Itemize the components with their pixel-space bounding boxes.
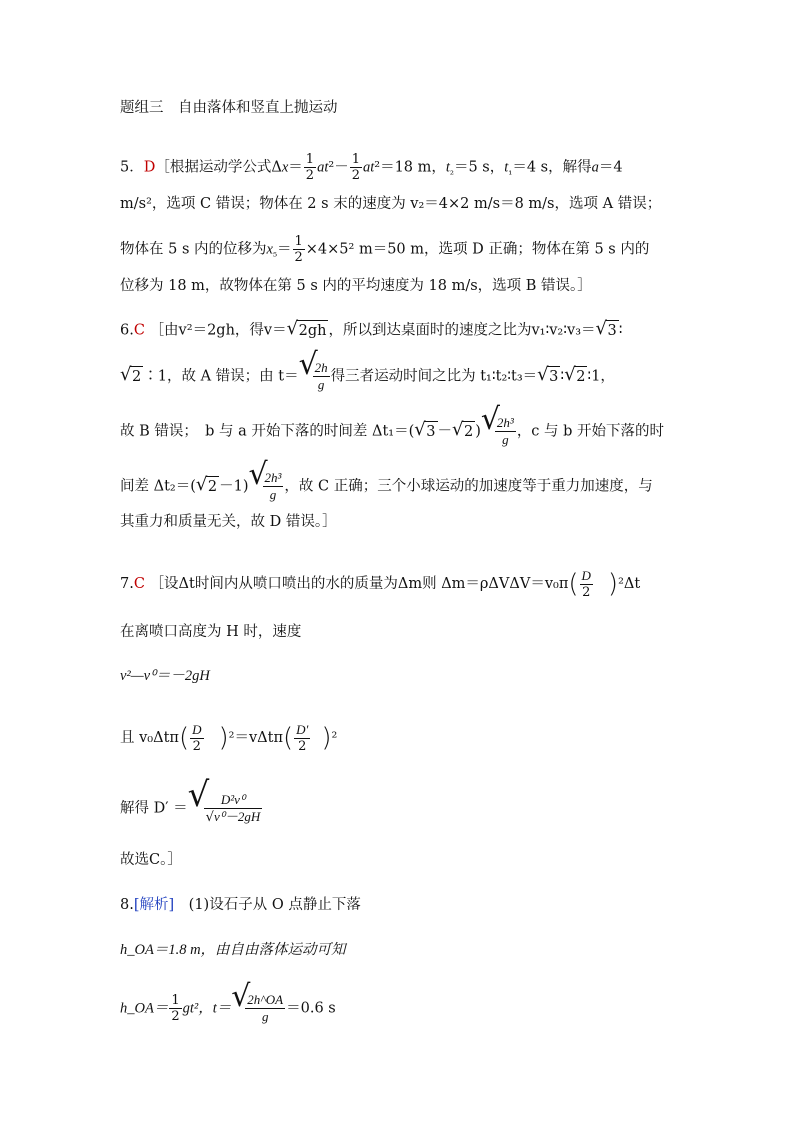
sqrt-fraction: √ $\frac{\text{D²v⁰}}{\text{√v⁰－2gH}}$ — [187, 775, 261, 825]
sqrt: √ 3 — [537, 364, 559, 385]
q7-line-1: 7.C ［设Δt时间内从喷口喷出的水的质量为Δm则 Δm＝ρΔVΔV＝v₀π( $\frac{D}{2}$ )²Δt — [120, 568, 641, 600]
q8-line-3: h_OA＝ $\frac{1}{2}$ gt²，t＝ √ $\frac{2h\^{}OA}{g}$ ＝0.6 s — [120, 979, 336, 1024]
q7-answer: C — [133, 576, 145, 592]
sqrt-fraction: √ $\frac{\text{2h³}}{g}$ — [480, 402, 514, 447]
q7-line-3: v²—v⁰＝－2gH — [120, 668, 210, 684]
q7-line-5: 解得 D′ ＝ √ $\frac{\text{D²v⁰}}{\text{√v⁰－2gH}}$ — [120, 792, 724, 825]
sqrt: √ 2 — [120, 364, 142, 385]
sqrt: √ 2gh — [286, 318, 327, 339]
q7-line-2: 在离喷口高度为 H 时，速度 — [120, 624, 302, 640]
q8-line-1: 8.[解析] (1)设石子从 O 点静止下落 — [120, 897, 361, 913]
q5-line-1: 5．D［根据运动学公式Δx＝ $\frac{1}{2}$ at²－ $\frac{1}{2}$ at²＝18 m，$t_{_2}=5$ s，$t_{_1}=4$ s，解得a＝4 — [120, 152, 623, 183]
q6-line-5: 其重力和质量无关，故 D 错误。］ — [120, 514, 337, 530]
fraction: $\frac{1}{2}$ — [294, 234, 303, 265]
sqrt: √ 2 — [564, 364, 586, 385]
q5-answer: D — [143, 159, 156, 176]
sqrt: √ 2 — [195, 474, 218, 495]
fraction: $\frac{1}{2}$ — [351, 152, 360, 183]
q5-line-2: m/s²，选项 C 错误；物体在 2 s 末的速度为 v₂＝4×2 m/s＝8 m/s，选项 A 错误； — [120, 196, 662, 212]
q7-line-6: 故选C。］ — [120, 852, 182, 868]
sqrt: √ 3 — [414, 419, 436, 440]
sqrt-fraction: √ $\frac{\text{2h³}}{g}$ — [248, 457, 282, 502]
q6-line-3: 故 B 错误； b 与 a 开始下落的时间差 Δt₁＝( √ 3 － √ 2 ) √ $\frac{\text{2h³}}{g}$ ，c 与 b 开始下落的时 — [120, 402, 665, 447]
fraction: $\frac{1}{2}$ — [305, 152, 315, 183]
q6-line-1: 6.C ［由v²＝2gh，得v＝ √ 2gh ，所以到达桌面时的速度之比为v₁∶v₂∶v₃＝ √ 3 ∶ — [120, 318, 623, 339]
sqrt: √ 3 — [595, 318, 617, 339]
q6-answer: C — [133, 322, 145, 339]
q8-line-2: h_OA＝1.8 m，由自由落体运动可知 — [120, 942, 346, 958]
sqrt-fraction: √ $\frac{2h\^{}OA}{g}$ — [231, 979, 284, 1024]
q6-line-4: 间差 Δt₂＝( √ 2 －1) √ $\frac{\text{2h³}}{g}$ ，故 C 正确；三个小球运动的加速度等于重力加速度，与 — [120, 457, 653, 502]
q7-line-4: 且 v₀Δtπ( $\frac{D}{2}$ )²＝vΔtπ( $\frac{D'}{2}$ )² — [120, 722, 338, 754]
q5-line-3: 物体在 5 s 内的位移为$x_{_5}=$ $\frac{1}{2}$ ×4×5² m＝50 m，选项 D 正确；物体在第 5 s 内的 — [120, 234, 650, 265]
sqrt: √ 2 — [452, 419, 474, 440]
sqrt-fraction: √ $\frac{2h}{g}$ — [298, 347, 328, 392]
analysis-tag: [解析] — [133, 897, 175, 913]
section-title: 题组三 自由落体和竖直上抛运动 — [120, 100, 338, 116]
q6-line-2: √ 2 ∶1，故 A 错误；由 t＝ √ $\frac{2h}{g}$ 得三者运动时间之比为 t₁∶t₂∶t₃＝ √ 3 ∶ √ 2 ∶1， — [120, 347, 615, 392]
q5-line-4: 位移为 18 m，故物体在第 5 s 内的平均速度为 18 m/s，选项 B 错误。］ — [120, 278, 592, 294]
